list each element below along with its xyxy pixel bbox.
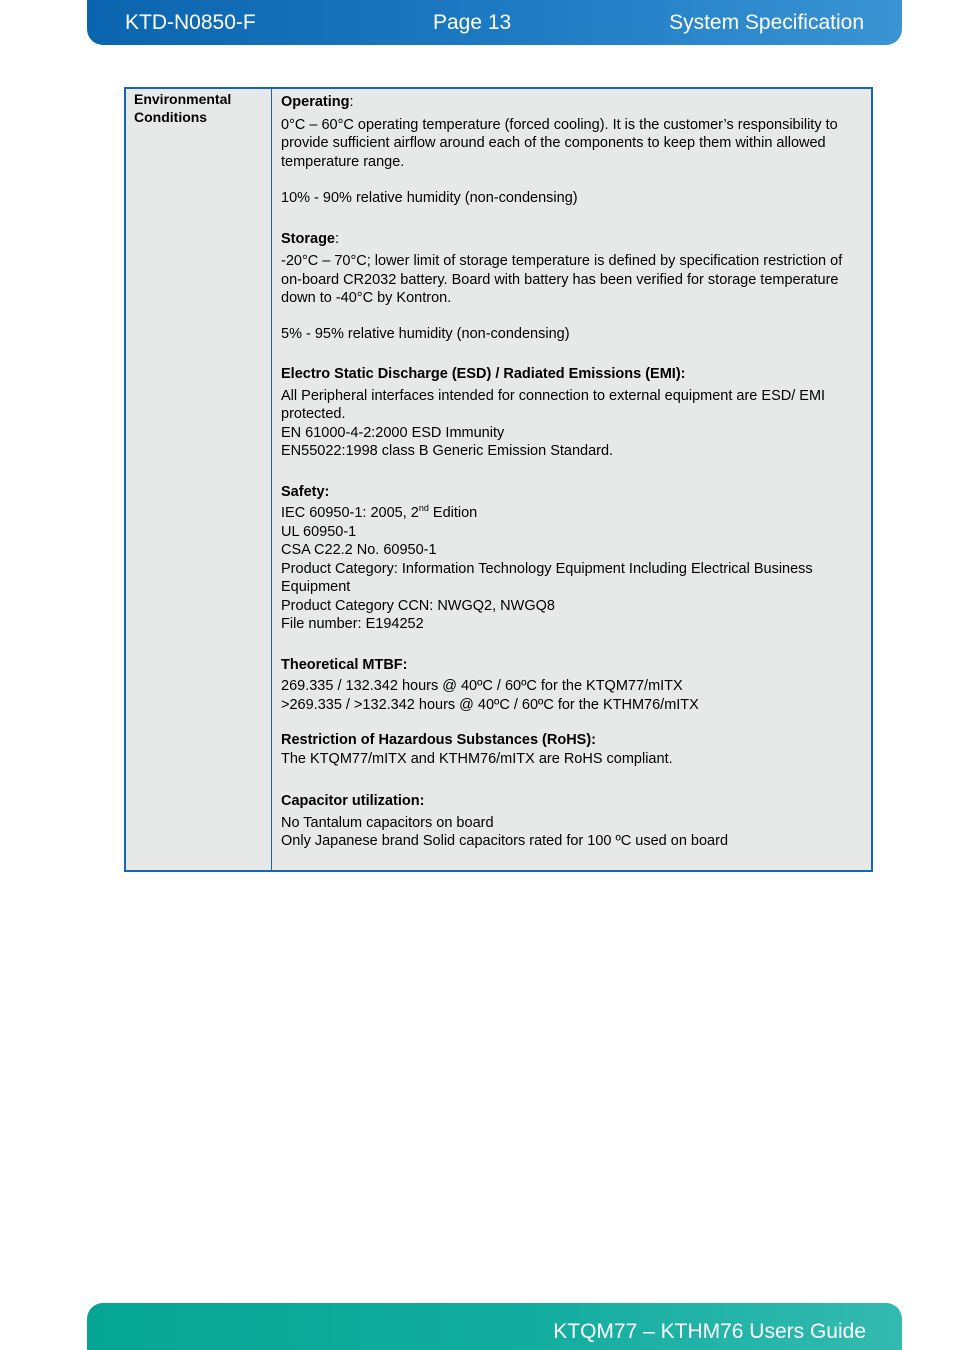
capacitor-heading: Capacitor utilization: [281, 793, 425, 809]
spec-table [124, 87, 873, 872]
esd-line-2: EN 61000-4-2:2000 ESD Immunity [281, 424, 505, 441]
section-title: System Specification [669, 11, 864, 34]
operating-text: 0°C – 60°C operating temperature (forced cooling). It is the customer’s responsibility to provide sufficient airflow around each of the components to keep them within allowed temperature range. [281, 116, 838, 170]
page-number: Page 13 [433, 11, 512, 34]
row-label: Environmental Conditions [134, 91, 232, 125]
operating-humidity: 10% - 90% relative humidity (non-condensing) [281, 190, 578, 206]
safety-ul: UL 60950-1 [281, 523, 357, 540]
safety-category: Product Category: Information Technology Equipment Including Electrical Business Equipment [281, 560, 813, 595]
safety-iec: IEC 60950-1: 2005, 2nd Edition [281, 503, 478, 521]
rohs-text: The KTQM77/mITX and KTHM76/mITX are RoHS compliant. [281, 750, 673, 767]
mtbf-line-2: >269.335 / >132.342 hours @ 40ºC / 60ºC for the KTHM76/mITX [281, 696, 699, 713]
safety-heading: Safety: [281, 483, 330, 500]
safety-file: File number: E194252 [281, 616, 424, 632]
capacitor-line-2: Only Japanese brand Solid capacitors rated for 100 ºC used on board [281, 833, 729, 849]
rohs-heading: Restriction of Hazardous Substances (RoHS): [281, 732, 597, 748]
page-header [87, 0, 902, 45]
safety-csa: CSA C22.2 No. 60950-1 [281, 542, 437, 558]
storage-heading: Storage: [281, 230, 340, 247]
mtbf-heading: Theoretical MTBF: [281, 656, 408, 673]
esd-line-1: All Peripheral interfaces intended for connection to external equipment are ESD/ EMI protected. [281, 387, 826, 422]
mtbf-line-1: 269.335 / 132.342 hours @ 40ºC / 60ºC for the KTQM77/mITX [281, 678, 683, 694]
capacitor-line-1: No Tantalum capacitors on board [281, 814, 494, 831]
operating-heading: Operating: [281, 94, 354, 110]
guide-title: KTQM77 – KTHM76 Users Guide [553, 1320, 866, 1343]
spec-content [281, 89, 866, 851]
storage-text: -20°C – 70°C; lower limit of storage temperature is defined by specification restriction of on-board CR2032 battery. Board with battery has been verified for storage temperature down to -40°C by Kontron. [281, 253, 843, 306]
storage-humidity: 5% - 95% relative humidity (non-condensing) [281, 325, 570, 342]
document-id: KTD-N0850-F [125, 11, 256, 34]
esd-heading: Electro Static Discharge (ESD) / Radiated Emissions (EMI): [281, 366, 686, 382]
esd-line-3: EN55022:1998 class B Generic Emission Standard. [281, 443, 614, 459]
safety-ccn: Product Category CCN: NWGQ2, NWGQ8 [281, 597, 555, 614]
page-footer [87, 1303, 902, 1350]
column-divider [271, 89, 272, 870]
